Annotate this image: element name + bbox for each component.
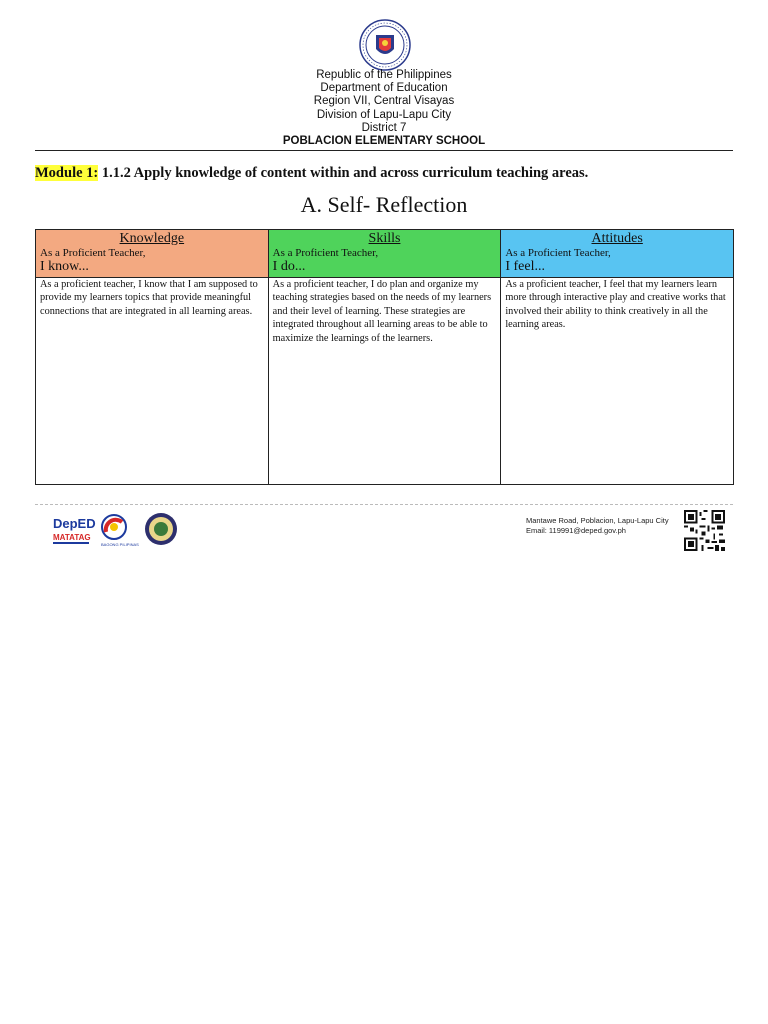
school-name: POBLACION ELEMENTARY SCHOOL bbox=[282, 135, 486, 148]
module-heading bbox=[35, 165, 735, 182]
column-name: Skills bbox=[368, 231, 401, 246]
office-header bbox=[0, 69, 768, 148]
header-line: Department of Education bbox=[320, 82, 448, 95]
column-sub: As a Proficient Teacher, bbox=[40, 247, 146, 259]
bagong-pilipinas-logo-icon bbox=[101, 515, 139, 547]
header-line: Republic of the Philippines bbox=[316, 69, 452, 81]
knowledge-header bbox=[36, 230, 269, 278]
reflection-table bbox=[35, 229, 734, 485]
cell-text: As a proficient teacher, I know that I am supposed to provide my learners topics that provide meaningful connections that are integrated in all learning areas. bbox=[40, 279, 258, 317]
header-divider bbox=[35, 150, 733, 151]
column-name: Knowledge bbox=[119, 231, 185, 246]
column-lead: I do... bbox=[272, 259, 306, 274]
deped-seal-icon bbox=[359, 19, 411, 71]
section-title: A. Self- Reflection bbox=[300, 192, 468, 217]
footer-logos bbox=[52, 512, 182, 548]
svg-text:MATATAG: MATATAG bbox=[53, 533, 91, 542]
table-body-row bbox=[36, 278, 734, 485]
column-lead: I feel... bbox=[505, 259, 545, 274]
column-name: Attitudes bbox=[591, 231, 643, 246]
cell-text: As a proficient teacher, I do plan and organize my teaching strategies based on the needs of my learners and their level of learning. These strategies are integrated throughout all learning areas to be able to maximize the learnings of the learners. bbox=[272, 279, 492, 344]
knowledge-cell bbox=[36, 278, 269, 485]
attitudes-header bbox=[501, 230, 734, 278]
header-line: Division of Lapu-Lapu City bbox=[316, 108, 452, 121]
deped-matatag-logo-icon bbox=[53, 516, 96, 544]
skills-header bbox=[268, 230, 501, 278]
module-text: 1.1.2 Apply knowledge of content within and across curriculum teaching areas. bbox=[98, 165, 589, 181]
column-lead: I know... bbox=[40, 259, 89, 274]
footer-address bbox=[526, 516, 669, 536]
header-line: District 7 bbox=[361, 121, 407, 134]
column-sub: As a Proficient Teacher, bbox=[505, 247, 611, 259]
column-sub: As a Proficient Teacher, bbox=[272, 247, 379, 259]
email-line: Email: 119991@deped.gov.ph bbox=[526, 526, 626, 535]
module-label: Module 1: bbox=[35, 165, 99, 181]
table-header-row bbox=[36, 230, 734, 278]
cell-text: As a proficient teacher, I feel that my learners learn more through interactive play and creative works that involved their ability to think creatively in all the learning areas. bbox=[505, 279, 726, 331]
qr-code-icon bbox=[684, 510, 725, 551]
header-line: Region VII, Central Visayas bbox=[313, 95, 455, 108]
footer-divider bbox=[35, 504, 733, 505]
school-seal-logo-icon bbox=[145, 513, 177, 545]
skills-cell bbox=[268, 278, 501, 485]
attitudes-cell bbox=[501, 278, 734, 485]
address-line: Mantawe Road, Poblacion, Lapu-Lapu City bbox=[526, 516, 669, 525]
svg-text:BAGONG PILIPINAS: BAGONG PILIPINAS bbox=[101, 542, 139, 547]
svg-text:DepED: DepED bbox=[53, 516, 96, 531]
